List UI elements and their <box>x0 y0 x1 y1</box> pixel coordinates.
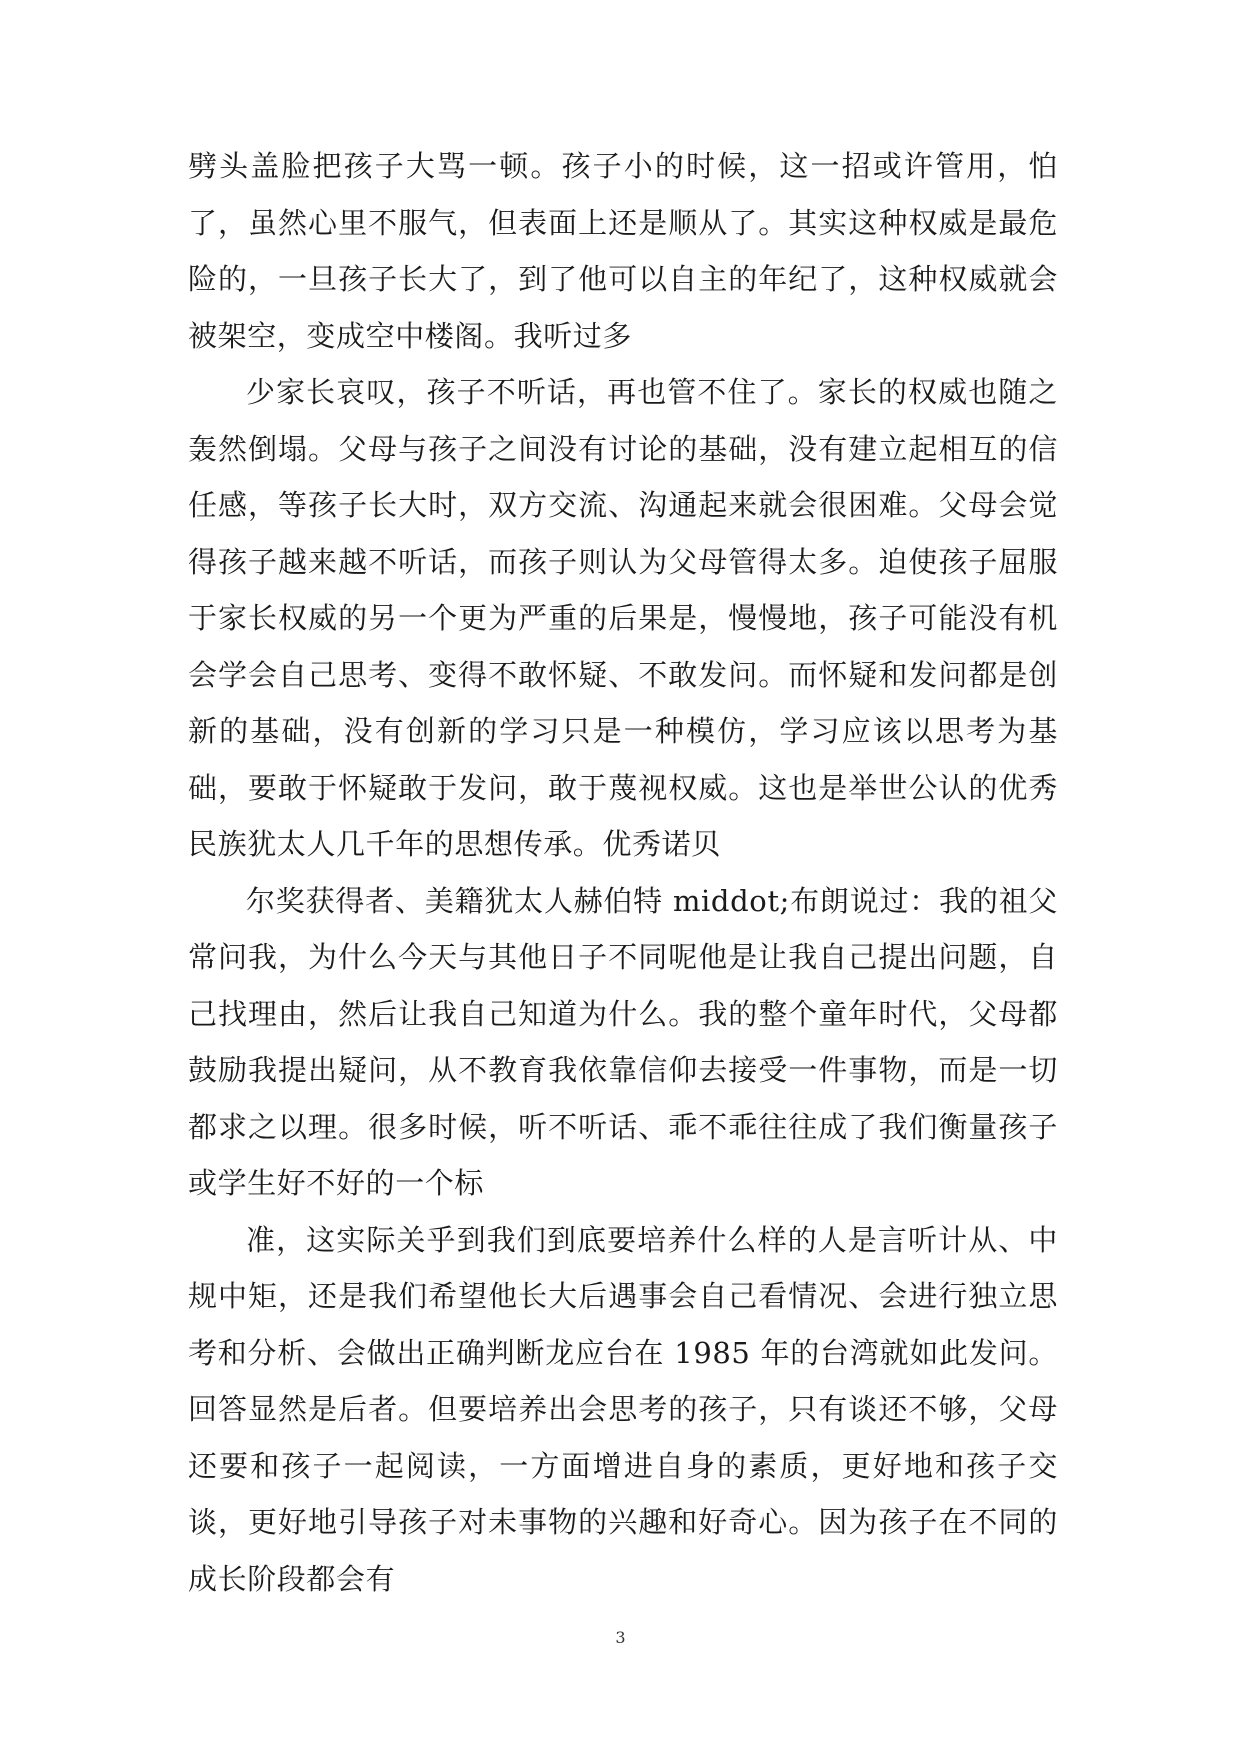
page-number: 3 <box>615 1628 626 1647</box>
paragraph-2: 少家长哀叹，孩子不听话，再也管不住了。家长的权威也随之轰然倒塌。父母与孩子之间没有讨论的基础，没有建立起相互的信任感，等孩子长大时，双方交流、沟通起来就会很困难。父母会觉得孩子越来越不听话，而孩子则认为父母管得太多。迫使孩子屈服于家长权威的另一个更为严重的后果是，慢慢地，孩子可能没有机会学会自己思考、变得不敢怀疑、不敢发问。而怀疑和发问都是创新的基础，没有创新的学习只是一种模仿，学习应该以思考为基础，要敢于怀疑敢于发问，敢于蔑视权威。这也是举世公认的优秀民族犹太人几千年的思想传承。优秀诺贝 <box>188 375 1058 861</box>
paragraph-3: 尔奖获得者、美籍犹太人赫伯特 middot;布朗说过：我的祖父常问我，为什么今天与其他日子不同呢他是让我自己提出问题，自己找理由，然后让我自己知道为什么。我的整个童年时代，父母都鼓励我提出疑问，从不教育我依靠信仰去接受一件事物，而是一切都求之以理。很多时候，听不听话、乖不乖往往成了我们衡量孩子或学生好不好的一个标 <box>188 883 1058 1200</box>
body-text <box>188 138 1058 1607</box>
paragraph-1: 劈头盖脸把孩子大骂一顿。孩子小的时候，这一招或许管用，怕了，虽然心里不服气，但表面上还是顺从了。其实这种权威是最危险的，一旦孩子长大了，到了他可以自主的年纪了，这种权威就会被架空，变成空中楼阁。我听过多 <box>188 149 1058 353</box>
paragraph-4: 准，这实际关乎到我们到底要培养什么样的人是言听计从、中规中矩，还是我们希望他长大后遇事会自己看情况、会进行独立思考和分析、会做出正确判断龙应台在 1985 年的台湾就如此发问。回答显然是后者。但要培养出会思考的孩子，只有谈还不够，父母还要和孩子一起阅读，一方面增进自身的素质，更好地和孩子交谈，更好地引导孩子对未事物的兴趣和好奇心。因为孩子在不同的成长阶段都会有 <box>188 1222 1058 1596</box>
